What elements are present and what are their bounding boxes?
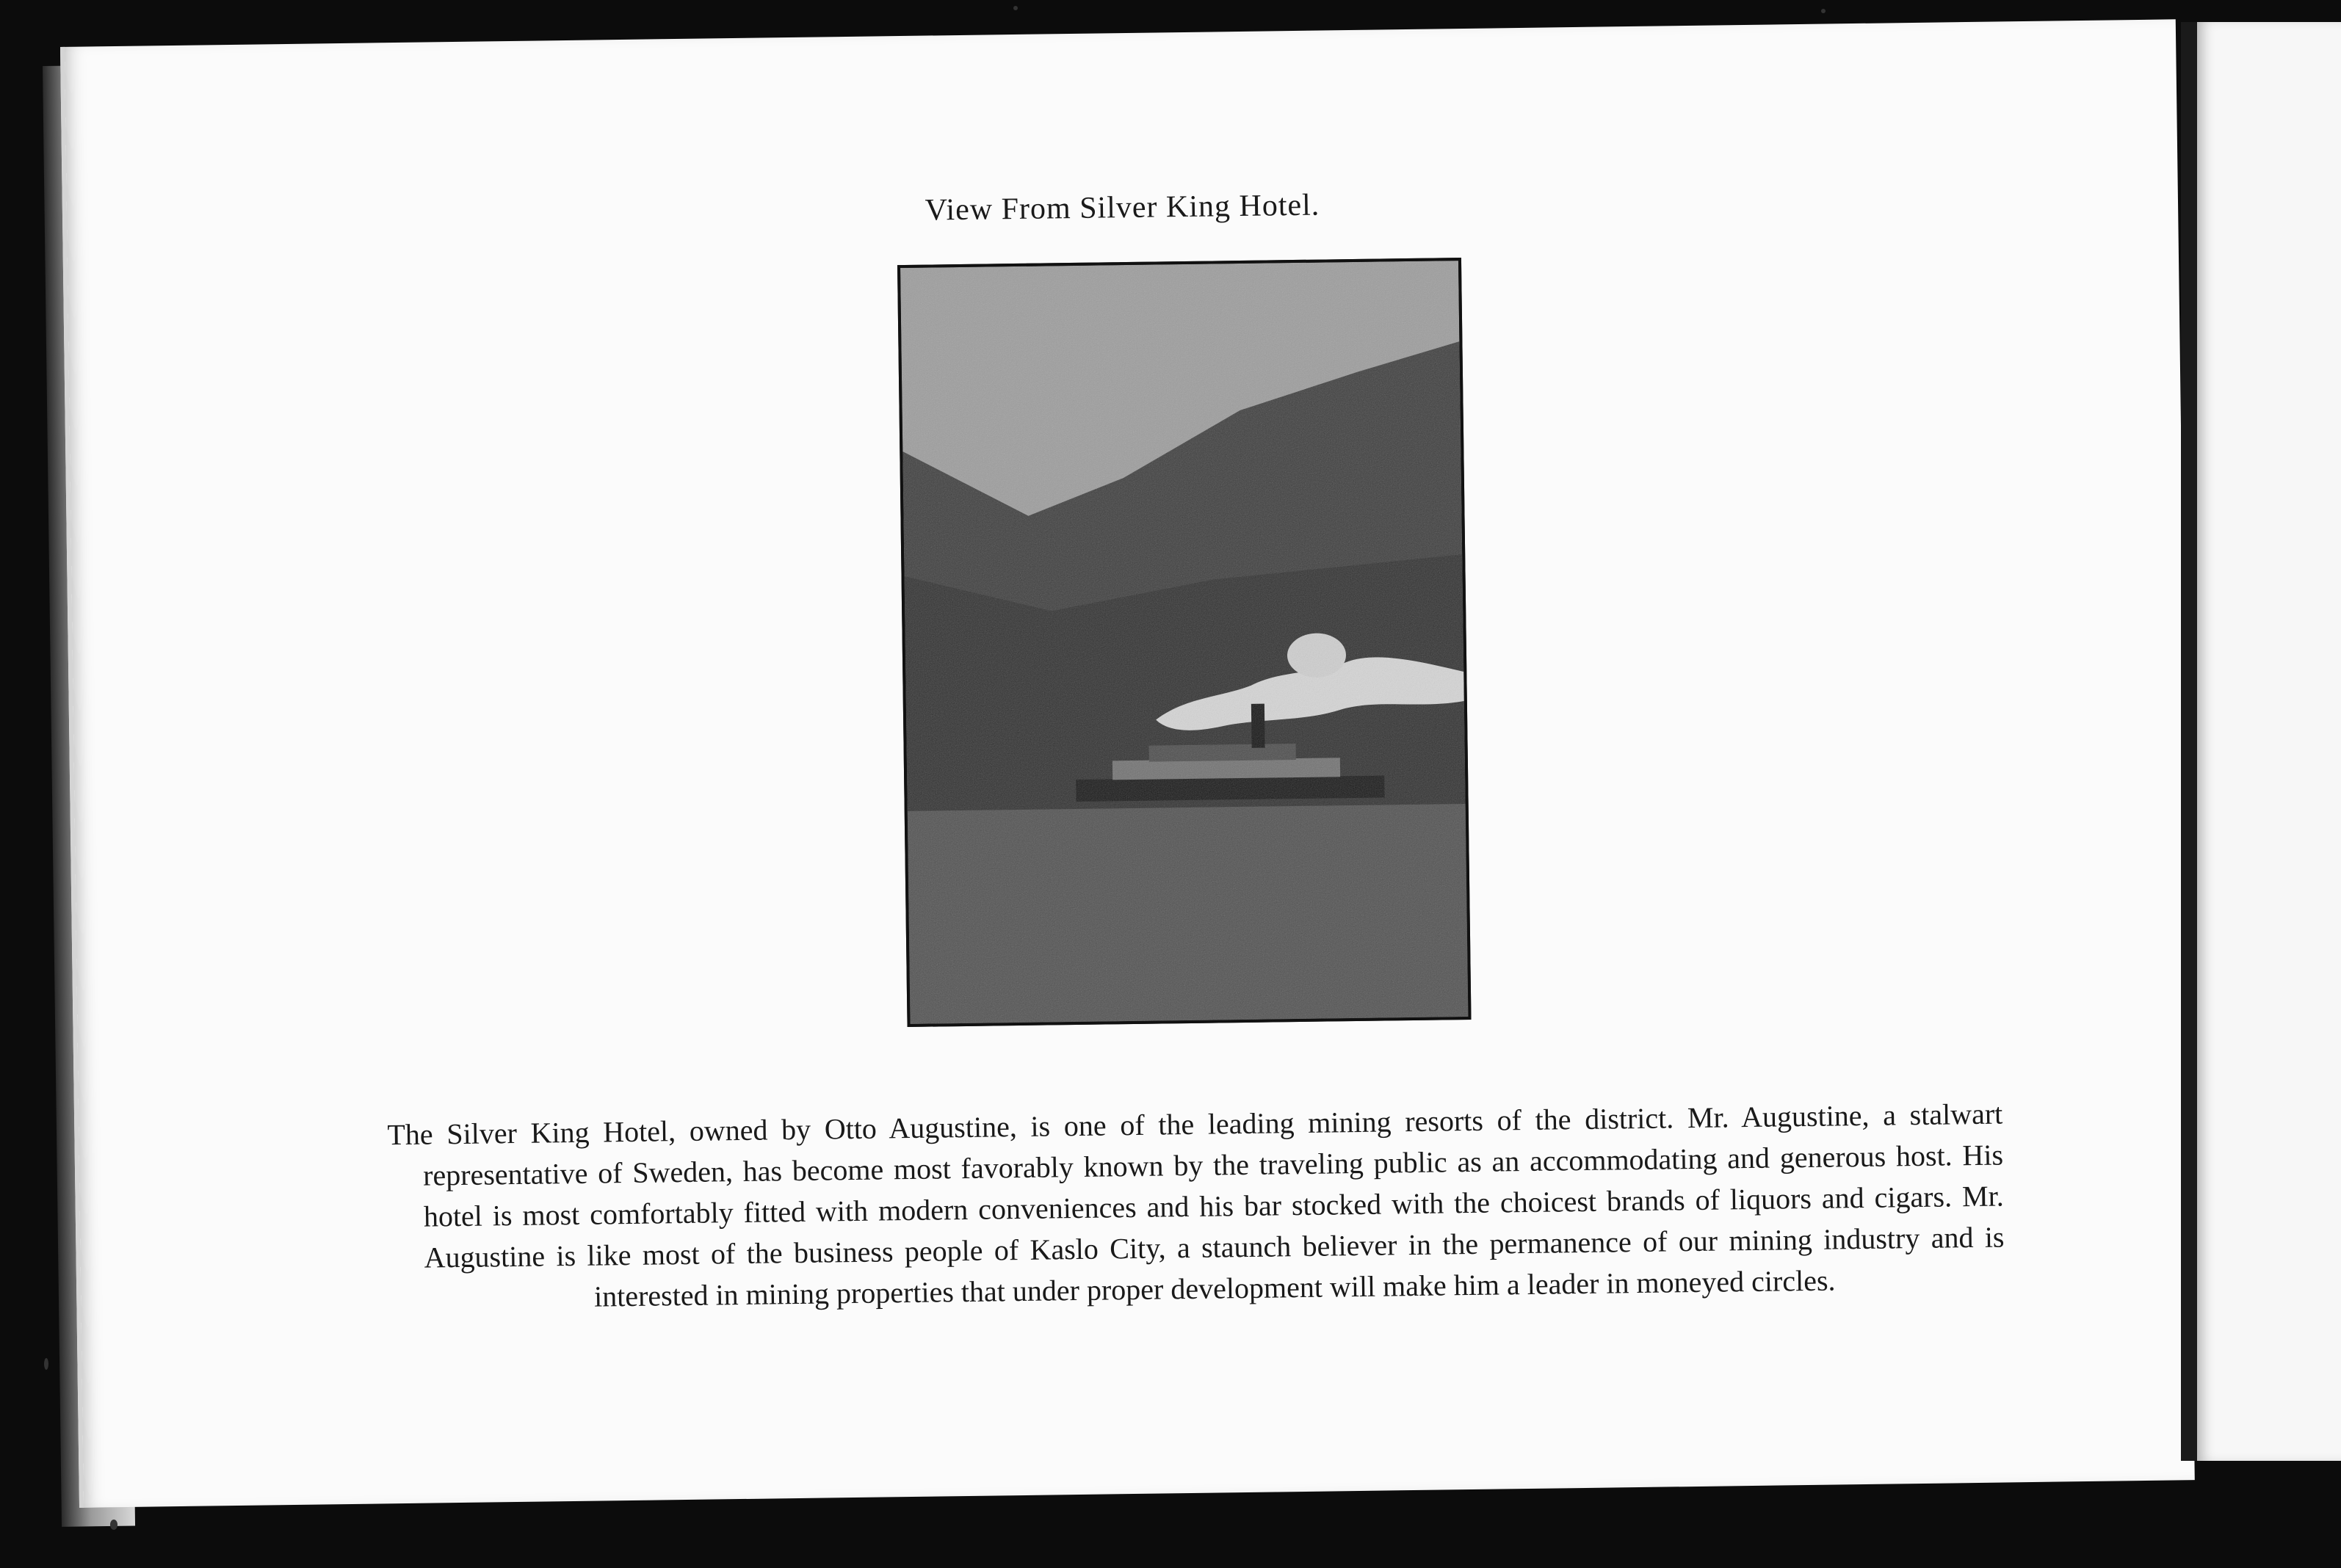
dust-speck (110, 1520, 117, 1530)
dust-speck (1013, 6, 1018, 10)
page-title: View From Silver King Hotel. (925, 188, 1320, 228)
hotel-view-photograph (897, 258, 1472, 1027)
caption-text: The Silver King Hotel, owned by Otto Augustine, is one of the leading mining resorts of the district. Mr. Augustine, a stalwart representative of Sweden, has become most favorably known by the traveling public as an accommodating and generous host. His hotel is most comfortably fitted with modern conveniences and his bar stocked with the choicest brands of liquors and cigars. Mr. Augustine is like most of the business people of Kaslo City, a staunch believer in the permanence of our mining industry and is interested in mining properties that under proper development will make him a leader in moneyed circles. (387, 1097, 2005, 1313)
dust-speck (44, 1358, 48, 1370)
adjacent-page-edge (2181, 22, 2341, 1461)
book-page (60, 19, 2195, 1508)
dust-speck (1821, 9, 1826, 13)
